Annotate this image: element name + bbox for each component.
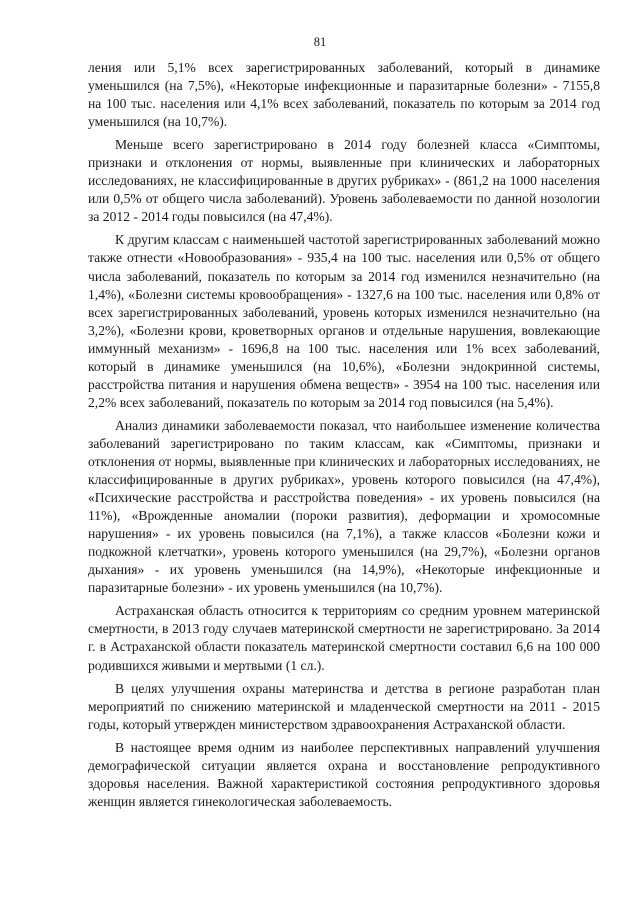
paragraph-2: Меньше всего зарегистрировано в 2014 году болезней класса «Симптомы, признаки и отклонения от нормы, выявленные при клинических и лабораторных исследованиях, не классифицированные в других рубриках» - (861,2 на 1000 населения или 0,5% от общего числа заболеваний). Уровень заболеваемости по данной нозологии за 2012 - 2014 годы повысился (на 47,4%). xyxy=(88,137,600,225)
paragraph-1: ления или 5,1% всех зарегистрированных заболеваний, который в динамике уменьшился (на 7,5%), «Некоторые инфекционные и паразитарные болезни» - 7155,8 на 100 тыс. населения или 4,1% всех заболеваний, показатель по которым за 2014 год уменьшился (на 10,7%). xyxy=(88,60,600,130)
paragraph-4: Анализ динамики заболеваемости показал, что наибольшее изменение количества заболеваний зарегистрировано по таким классам, как «Симптомы, признаки и отклонения от нормы, выявленные при клинических и лабораторных исследованиях, не классифицированные в других рубриках», уровень которого повысился (на 47,4%), «Психические расстройства и расстройства поведения» - их уровень повысился (на 11%), «Врожденные аномалии (пороки развития), деформации и хромосомные нарушения» - их уровень повысился (на 7,1%), а также классов «Болезни кожи и подкожной клетчатки», уровень которого уменьшился (на 29,7%), «Болезни органов дыхания» - их уровень уменьшился (на 14,9%), «Некоторые инфекционные и паразитарные болезни» - их уровень уменьшился (на 10,7%). xyxy=(88,417,600,596)
paragraph-5: Астраханская область относится к территориям со средним уровнем материнской смертности, в 2013 году случаев материнской смертности не зарегистрировано. За 2014 г. в Астраханской области показатель материнской смертности составил 6,6 на 100 000 родившихся живыми и мертвыми (1 сл.). xyxy=(88,603,600,673)
page-number: 81 xyxy=(313,35,327,49)
paragraph-6: В целях улучшения охраны материнства и детства в регионе разработан план мероприятий по снижению материнской и младенческой смертности на 2011 - 2015 годы, который утвержден министерством здравоохранения Астраханской области. xyxy=(88,680,600,732)
body-text xyxy=(88,59,600,811)
paragraph-7: В настоящее время одним из наиболее перспективных направлений улучшения демографической ситуации является охрана и восстановление репродуктивного здоровья населения. Важной характеристикой состояния репродуктивного здоровья женщин является гинекологическая заболеваемость. xyxy=(88,739,600,809)
paragraph-3: К другим классам с наименьшей частотой зарегистрированных заболеваний можно также отнести «Новообразования» - 935,4 на 100 тыс. населения или 0,5% от общего числа заболеваний, показатель по которым за 2014 год изменился незначительно (на 1,4%), «Болезни системы кровообращения» - 1327,6 на 100 тыс. населения или 0,8% от всех зарегистрированных заболеваний, уровень которых изменился незначительно (на 3,2%), «Болезни крови, кроветворных органов и отдельные нарушения, вовлекающие иммунный механизм» - 1696,8 на 100 тыс. населения или 1% всех заболеваний, который в динамике уменьшился (на 10,6%), «Болезни эндокринной системы, расстройства питания и нарушения обмена веществ» - 3954 на 100 тыс. населения или 2,2% всех заболеваний, показатель по которым за 2014 год повысился (на 5,4%). xyxy=(88,232,600,410)
